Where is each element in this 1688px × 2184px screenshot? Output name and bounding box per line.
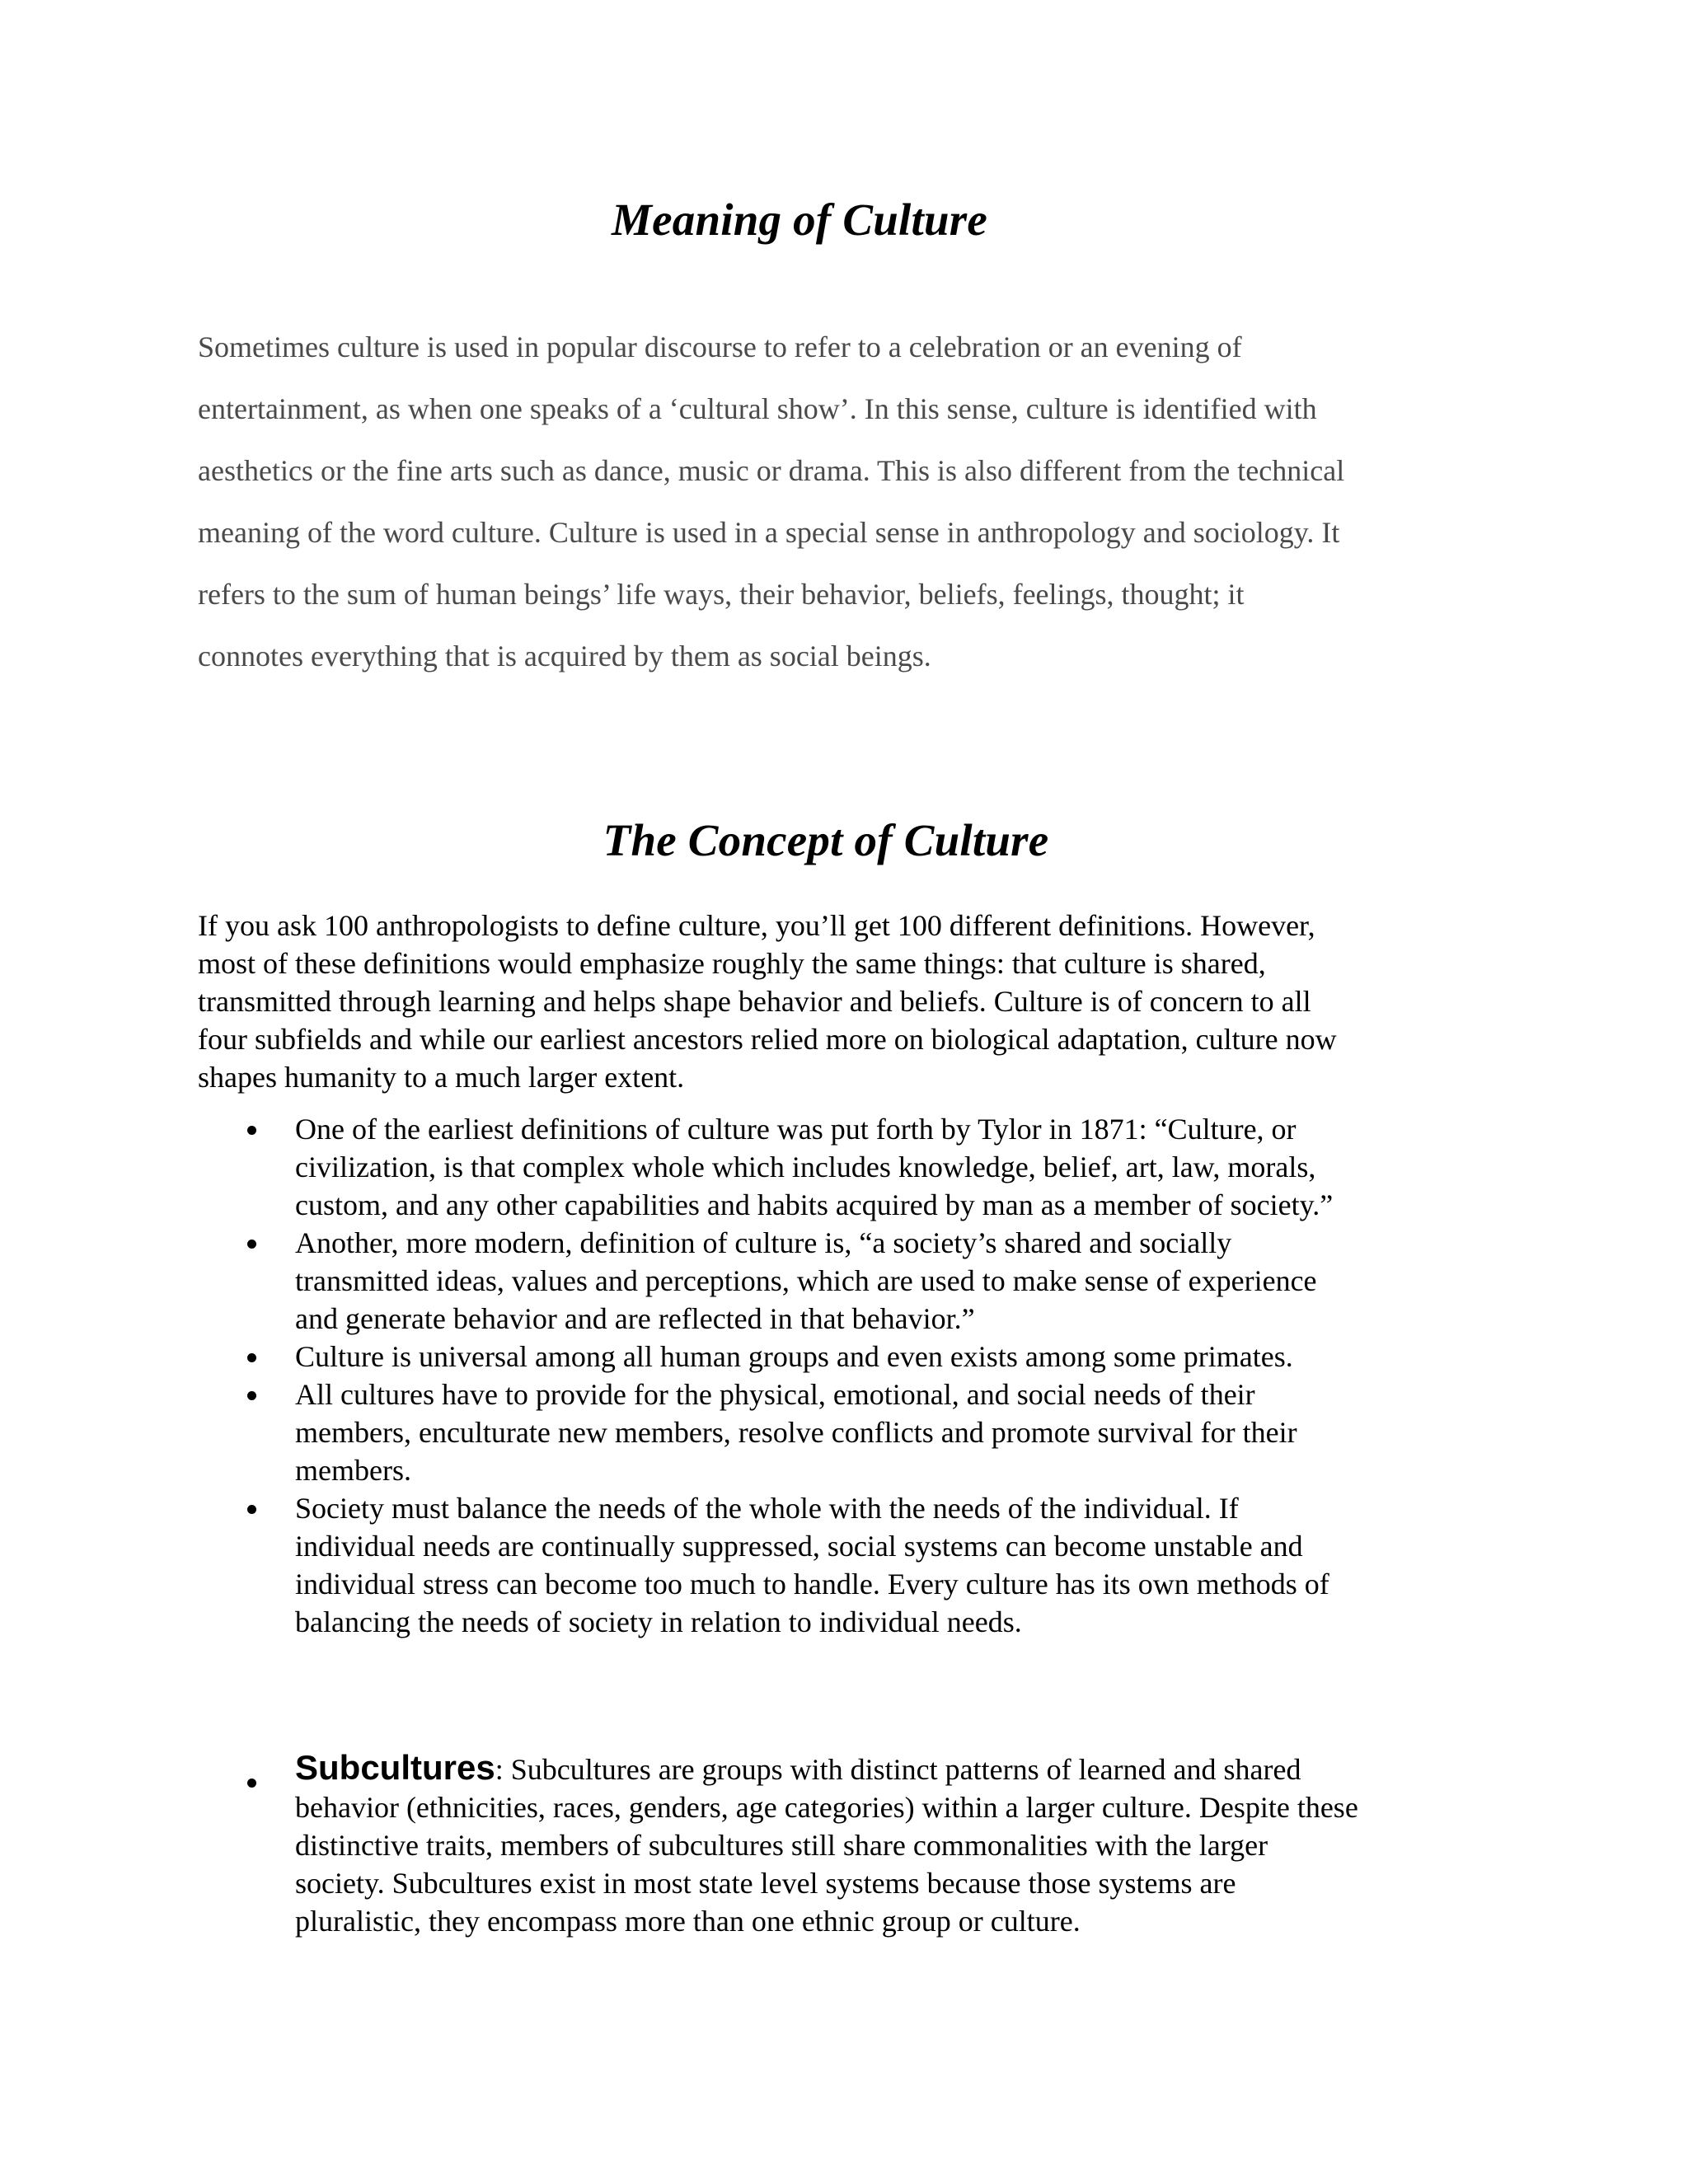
section-title-meaning-of-culture: Meaning of Culture bbox=[612, 194, 987, 245]
bullet-icon bbox=[247, 1240, 256, 1249]
meaning-line: meaning of the word culture. Culture is used in a special sense in anthropology and sociology. It bbox=[198, 516, 1340, 549]
subcultures-line: behavior (ethnicities, races, genders, age categories) within a larger culture. Despite these bbox=[295, 1791, 1358, 1824]
meaning-paragraph bbox=[198, 316, 1484, 687]
concept-line: most of these definitions would emphasize roughly the same things: that culture is shared, bbox=[198, 947, 1266, 980]
bullet-line: Another, more modern, definition of culture is, “a society’s shared and socially bbox=[295, 1226, 1232, 1259]
bullet-line: Culture is universal among all human groups and even exists among some primates. bbox=[295, 1340, 1293, 1373]
bullet-icon bbox=[247, 1353, 256, 1362]
bullet-line: One of the earliest definitions of culture was put forth by Tylor in 1871: “Culture, or bbox=[295, 1113, 1296, 1146]
bullet-text bbox=[295, 1110, 1498, 1224]
bullet-line: balancing the needs of society in relation to individual needs. bbox=[295, 1605, 1022, 1638]
meaning-line: refers to the sum of human beings’ life ways, their behavior, beliefs, feelings, thought; it bbox=[198, 578, 1245, 611]
bullet-icon bbox=[247, 1505, 256, 1514]
bullet-line: individual stress can become too much to handle. Every culture has its own methods of bbox=[295, 1568, 1329, 1601]
concept-line: transmitted through learning and helps shape behavior and beliefs. Culture is of concern to all bbox=[198, 985, 1311, 1018]
concept-line: If you ask 100 anthropologists to define culture, you’ll get 100 different definitions. However, bbox=[198, 909, 1315, 942]
bullet-icon bbox=[247, 1391, 256, 1400]
list-item bbox=[0, 1376, 1688, 1489]
concept-line: shapes humanity to a much larger extent. bbox=[198, 1061, 685, 1094]
list-item bbox=[0, 1489, 1688, 1641]
subcultures-line: pluralistic, they encompass more than one ethnic group or culture. bbox=[295, 1905, 1081, 1938]
bullet-line: civilization, is that complex whole which includes knowledge, belief, art, law, morals, bbox=[295, 1151, 1316, 1183]
bullet-text bbox=[295, 1376, 1498, 1489]
subcultures-line: society. Subcultures exist in most state level systems because those systems are bbox=[295, 1867, 1236, 1900]
subcultures-first-line: : Subcultures are groups with distinct patterns of learned and shared bbox=[495, 1753, 1301, 1786]
bullet-icon bbox=[247, 1779, 256, 1788]
bullet-text bbox=[295, 1338, 1498, 1376]
list-item bbox=[0, 1338, 1688, 1376]
bullet-line: members, enculturate new members, resolve conflicts and promote survival for their bbox=[295, 1416, 1297, 1449]
subcultures-line: distinctive traits, members of subcultures still share commonalities with the larger bbox=[295, 1829, 1268, 1862]
concept-paragraph bbox=[198, 907, 1484, 1096]
meaning-line: connotes everything that is acquired by them as social beings. bbox=[198, 640, 931, 673]
bullet-line: and generate behavior and are reflected in that behavior.” bbox=[295, 1302, 975, 1335]
subcultures-text bbox=[295, 1749, 1507, 1940]
bullet-line: All cultures have to provide for the physical, emotional, and social needs of their bbox=[295, 1378, 1255, 1411]
meaning-line: Sometimes culture is used in popular discourse to refer to a celebration or an evening of bbox=[198, 330, 1242, 363]
subcultures-term: Subcultures bbox=[295, 1748, 495, 1787]
bullet-line: individual needs are continually suppressed, social systems can become unstable and bbox=[295, 1530, 1303, 1563]
bullet-text bbox=[295, 1489, 1498, 1641]
bullet-line: custom, and any other capabilities and habits acquired by man as a member of society.” bbox=[295, 1188, 1334, 1221]
bullet-text bbox=[295, 1224, 1498, 1338]
concept-line: four subfields and while our earliest ancestors relied more on biological adaptation, culture now bbox=[198, 1023, 1337, 1056]
meaning-line: aesthetics or the fine arts such as dance, music or drama. This is also different from the technical bbox=[198, 454, 1345, 487]
subcultures-item bbox=[0, 1749, 1688, 1940]
bullet-line: Society must balance the needs of the whole with the needs of the individual. If bbox=[295, 1492, 1239, 1525]
meaning-line: entertainment, as when one speaks of a ‘cultural show’. In this sense, culture is identified with bbox=[198, 392, 1317, 425]
concept-bullet-list bbox=[0, 1110, 1688, 1641]
bullet-icon bbox=[247, 1126, 256, 1135]
bullet-line: transmitted ideas, values and perceptions, which are used to make sense of experience bbox=[295, 1264, 1317, 1297]
list-item bbox=[0, 1224, 1688, 1338]
section-title-concept-of-culture: The Concept of Culture bbox=[603, 815, 1049, 865]
list-item bbox=[0, 1110, 1688, 1224]
bullet-line: members. bbox=[295, 1454, 411, 1487]
